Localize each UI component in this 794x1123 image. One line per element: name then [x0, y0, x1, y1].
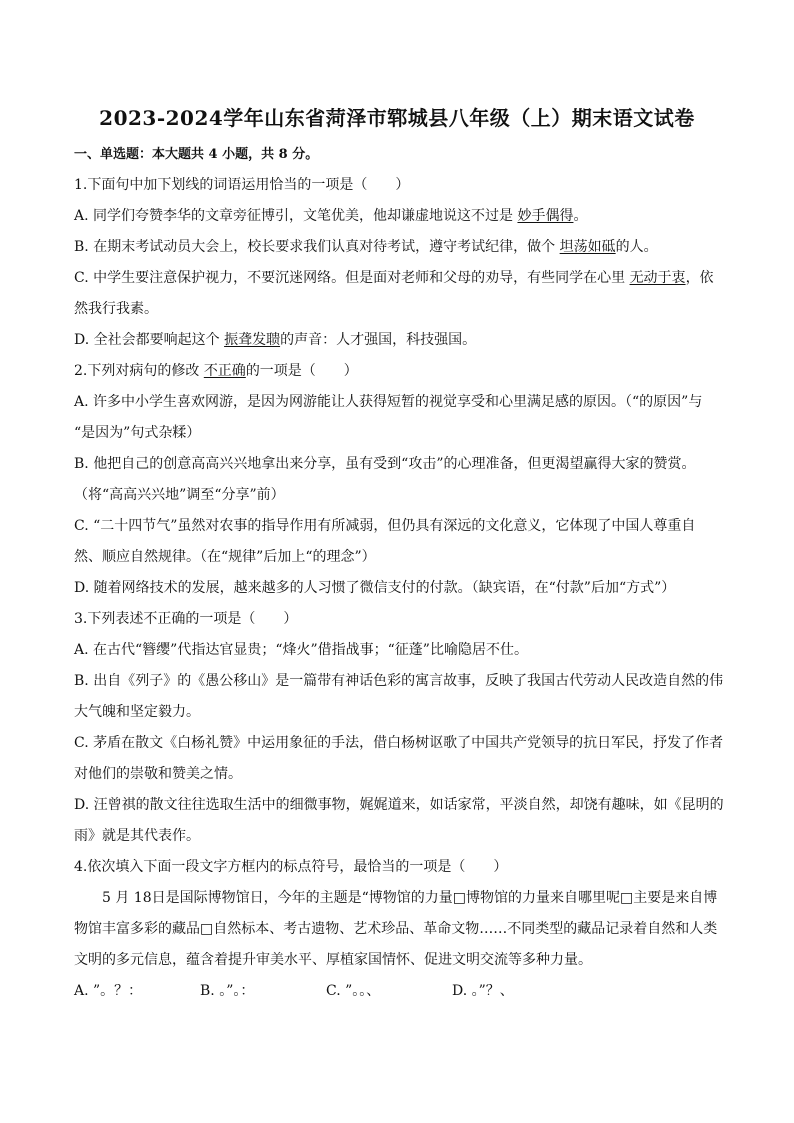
q1-option-a: A. 同学们夸赞李华的文章旁征博引，文笔优美，他却谦虚地说这不过是 妙手偶得。 [74, 208, 588, 224]
q2-option-a: A. 许多中小学生喜欢网游，是因为网游能让人获得短暂的视觉享受和心里满足感的原因。（“的原因”与 [74, 394, 703, 410]
q1-option-c-cont: 然我行我素。 [74, 301, 158, 317]
q4-option-a: A. ”。？： [74, 983, 143, 999]
q2-option-b-cont: （将“高高兴兴地”调至“分享”前） [74, 487, 285, 503]
q3-option-c: C. 茅盾在散文《白杨礼赞》中运用象征的手法，借白杨树讴歌了中国共产党领导的抗日军民，抒发了作者 [74, 735, 724, 751]
q1-c-underlined: 无动于衷 [629, 270, 686, 286]
q1-option-b: B. 在期末考试动员大会上，校长要求我们认真对待考试，遵守考试纪律，做个 坦荡如砥的人。 [74, 239, 658, 255]
q1-stem: 1.下面句中加下划线的词语运用恰当的一项是（ ） [74, 177, 410, 193]
q3-option-d-cont: 雨》就是其代表作。 [74, 828, 200, 844]
exam-title: 2023-2024学年山东省菏泽市郓城县八年级（上）期末语文试卷 [99, 106, 695, 130]
q2-option-c-cont: 然、顺应自然规律。（在“规律”后加上“的理念”） [74, 549, 376, 565]
q1-d-underlined: 振聋发聩 [224, 332, 281, 348]
q2-option-d: D. 随着网络技术的发展，越来越多的人习惯了微信支付的付款。（缺宾语，在“付款”后加“方式”） [74, 580, 676, 596]
q1-option-c: C. 中学生要注意保护视力，不要沉迷网络。但是面对老师和父母的劝导，有些同学在心里 无动于衷，依 [74, 270, 714, 286]
q3-stem: 3.下列表述不正确的一项是（ ） [74, 611, 298, 627]
q4-option-b: B. 。”。： [200, 983, 255, 999]
q3-option-c-cont: 对他们的崇敬和赞美之情。 [74, 766, 242, 782]
q2-stem-underlined: 不正确 [203, 363, 246, 379]
exam-content [74, 140, 722, 1007]
q3-option-d: D. 汪曾祺的散文往往选取生活中的细微事物，娓娓道来，如话家常，平淡自然，却饶有趣味，如《昆明的 [74, 797, 724, 813]
q3-option-b-cont: 大气魄和坚定毅力。 [74, 704, 200, 720]
q4-passage-line-2: 物馆丰富多彩的藏品□自然标本、考古遗物、艺术珍品、革命文物……不同类型的藏品记录着自然和人类 [74, 921, 718, 937]
q2-option-c: C. “二十四节气”虽然对农事的指导作用有所减弱，但仍具有深远的文化意义，它体现了中国人尊重自 [74, 518, 696, 534]
q4-passage-line-1: 5 月 18日是国际博物馆日，今年的主题是“博物馆的力量□博物馆的力量来自哪里呢□主要是来自博 [102, 890, 718, 906]
q2-option-a-cont: “是因为”句式杂糅） [74, 425, 201, 441]
q2-stem: 2.下列对病句的修改 不正确的一项是（ ） [74, 363, 358, 379]
q4-stem: 4.依次填入下面一段文字方框内的标点符号，最恰当的一项是（ ） [74, 859, 508, 875]
q4-passage-line-3: 文明的多元信息，蕴含着提升审美水平、厚植家国情怀、促进文明交流等多种力量。 [74, 952, 592, 968]
q1-a-underlined: 妙手偶得 [517, 208, 574, 224]
q3-option-b: B. 出自《列子》的《愚公移山》是一篇带有神话色彩的寓言故事，反映了我国古代劳动人民改造自然的伟 [74, 673, 724, 689]
q4-option-c: C. ”。。、 [326, 983, 381, 999]
q1-option-d: D. 全社会都要响起这个 振聋发聩的声音：人才强国，科技强国。 [74, 332, 477, 348]
q3-option-a: A. 在古代“簪缨”代指达官显贵；“烽火”借指战事；“征蓬”比喻隐居不仕。 [74, 642, 528, 658]
q4-options [74, 976, 722, 1007]
q4-option-d: D. 。”？、 [452, 983, 514, 999]
section-heading: 一、单选题：本大题共 4 小题，共 8 分。 [74, 147, 319, 162]
q1-b-underlined: 坦荡如砥 [559, 239, 616, 255]
q2-option-b: B. 他把自己的创意高高兴兴地拿出来分享，虽有受到“攻击”的心理准备，但更渴望赢得大家的赞赏。 [74, 456, 696, 472]
